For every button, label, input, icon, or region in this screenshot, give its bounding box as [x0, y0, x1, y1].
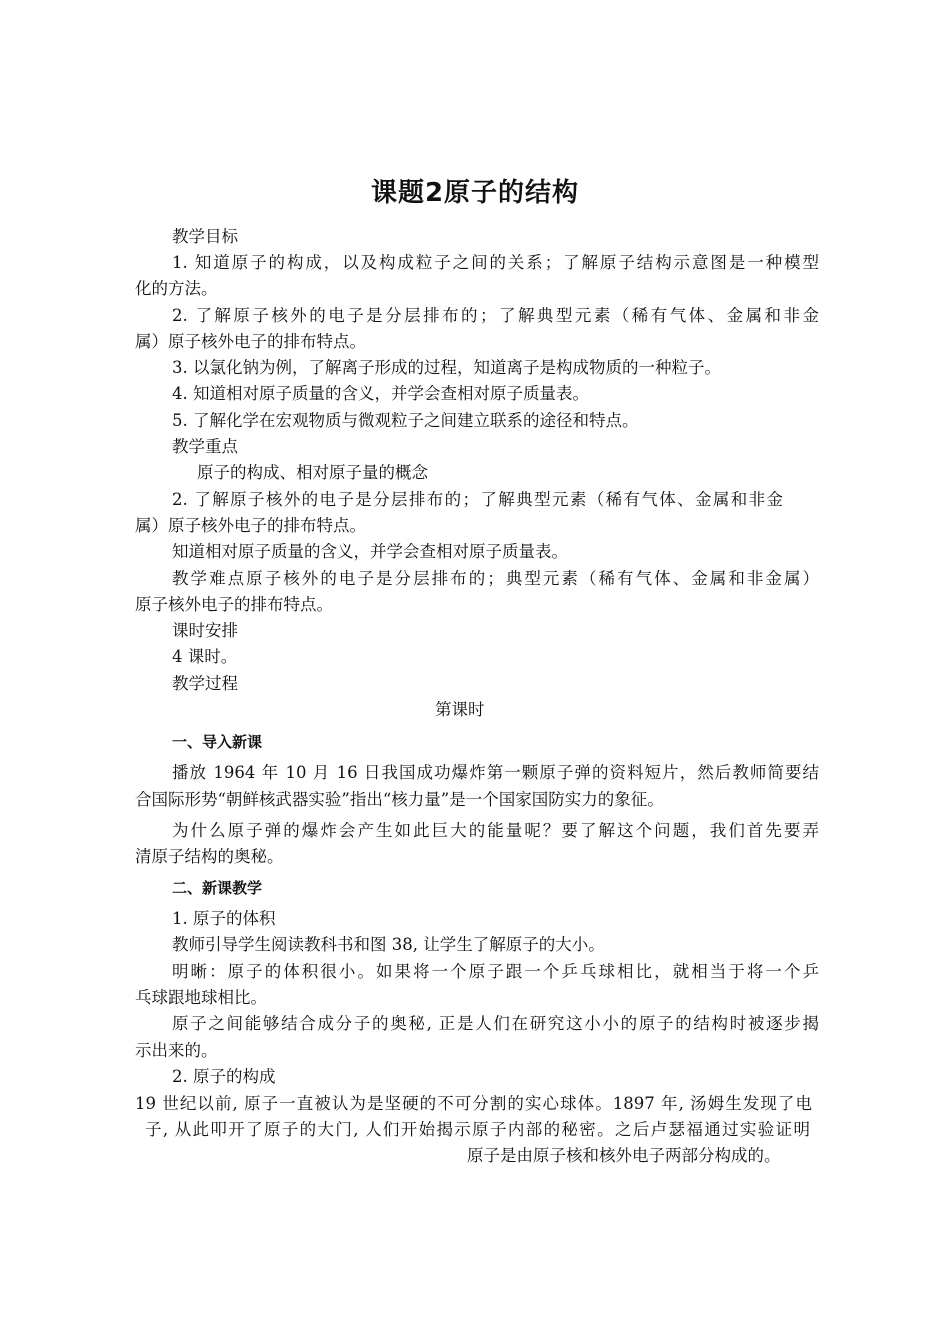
- intro-line-1: 播放 1964 年 10 月 16 日我国成功爆炸第一颗原子弹的资料短片，然后教师简要结: [172, 763, 819, 782]
- key-point-2-line-2: 属）原子核外电子的排布特点。: [135, 516, 366, 535]
- key-point-3: 知道相对原子质量的含义，并学会查相对原子质量表。: [172, 542, 568, 561]
- key-point-1: 原子的构成、相对原子量的概念: [197, 463, 428, 482]
- lesson-line-7: 子, 从此叩开了原子的大门, 人们开始揭示原子内部的秘密。之后卢瑟福通过实验证明: [145, 1120, 810, 1139]
- objectives-heading: 教学目标: [172, 227, 238, 246]
- process-heading: 教学过程: [172, 674, 238, 693]
- section-new-lesson-heading: 二、新课教学: [172, 879, 263, 897]
- key-points-heading: 教学重点: [172, 437, 238, 456]
- section-intro-heading: 一、导入新课: [172, 733, 263, 751]
- intro-line-4: 清原子结构的奥秘。: [135, 847, 284, 866]
- objective-2-line-2: 属）原子核外电子的排布特点。: [135, 332, 366, 351]
- lesson-line-1: 教师引导学生阅读教科书和图 38, 让学生了解原子的大小。: [172, 935, 605, 954]
- lesson-line-8: 原子是由原子核和核外电子两部分构成的。: [467, 1146, 781, 1165]
- session-label: 第课时: [435, 700, 485, 719]
- lesson-line-6: 19 世纪以前, 原子一直被认为是坚硬的不可分割的实心球体。1897 年, 汤姆生发现了电: [135, 1094, 812, 1113]
- lesson-line-2: 明晰：原子的体积很小。如果将一个原子跟一个乒乓球相比，就相当于将一个乒: [172, 962, 819, 981]
- intro-line-3: 为什么原子弹的爆炸会产生如此巨大的能量呢？要了解这个问题，我们首先要弄: [172, 821, 819, 840]
- objective-1-line-1: 1. 知道原子的构成，以及构成粒子之间的关系；了解原子结构示意图是一种模型: [172, 253, 819, 272]
- lesson-line-4: 原子之间能够结合成分子的奥秘, 正是人们在研究这小小的原子的结构时被逐步揭: [172, 1014, 819, 1033]
- objective-4: 4. 知道相对原子质量的含义，并学会查相对原子质量表。: [172, 384, 589, 403]
- lesson-line-5: 示出来的。: [135, 1041, 218, 1060]
- objective-5: 5. 了解化学在宏观物质与微观粒子之间建立联系的途径和特点。: [172, 411, 639, 430]
- difficulty-line-2: 原子核外电子的排布特点。: [135, 595, 333, 614]
- lesson-line-3: 乓球跟地球相比。: [135, 988, 267, 1007]
- subsection-atom-volume: 1. 原子的体积: [172, 909, 276, 928]
- difficulty-line-1: 教学难点原子核外的电子是分层排布的；典型元素（稀有气体、金属和非金属）: [172, 569, 819, 588]
- schedule-heading: 课时安排: [172, 621, 238, 640]
- schedule-value: 4 课时。: [172, 647, 238, 666]
- page-title: 课题2原子的结构: [370, 178, 580, 208]
- objective-1-line-2: 化的方法。: [135, 279, 218, 298]
- objective-3: 3. 以氯化钠为例，了解离子形成的过程，知道离子是构成物质的一种粒子。: [172, 358, 721, 377]
- intro-line-2: 合国际形势“朝鲜核武器实验”指出“核力量”是一个国家国防实力的象征。: [135, 790, 664, 809]
- objective-2-line-1: 2. 了解原子核外的电子是分层排布的；了解典型元素（稀有气体、金属和非金: [172, 306, 819, 325]
- subsection-atom-structure: 2. 原子的构成: [172, 1067, 276, 1086]
- key-point-2-line-1: 2. 了解原子核外的电子是分层排布的；了解典型元素（稀有气体、金属和非金: [172, 490, 783, 509]
